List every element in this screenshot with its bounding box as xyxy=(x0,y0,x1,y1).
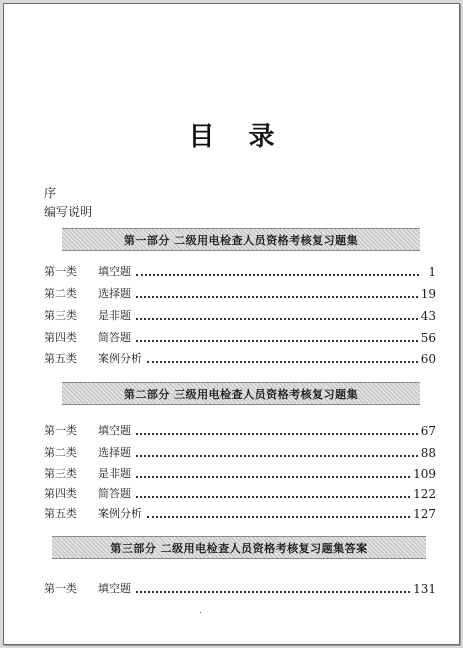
leader-dots xyxy=(136,296,418,298)
toc-entry[interactable] xyxy=(44,422,436,438)
leader-dots xyxy=(136,496,410,498)
editorial-note-link[interactable]: 编写说明 xyxy=(44,205,93,219)
toc-page-number: 60 xyxy=(420,352,436,366)
leader-dots xyxy=(147,516,410,518)
toc-entry[interactable] xyxy=(44,485,436,501)
toc-page-number: 43 xyxy=(420,309,436,323)
toc-title: 案例分析 xyxy=(98,352,142,365)
toc-category: 第一类 xyxy=(44,265,77,278)
section-heading-2[interactable]: 第二部分 三级用电检查人员资格考核复习题集 xyxy=(62,382,420,405)
toc-category: 第一类 xyxy=(44,424,77,437)
toc-title: 填空题 xyxy=(98,582,131,595)
leader-dots xyxy=(136,274,419,276)
toc-entry[interactable] xyxy=(44,285,436,301)
toc-title: 简答题 xyxy=(98,331,131,344)
toc-category: 第四类 xyxy=(44,487,77,500)
toc-title: 是非题 xyxy=(98,309,131,322)
leader-dots xyxy=(136,340,418,342)
toc-title: 简答题 xyxy=(98,487,131,500)
toc-title: 选择题 xyxy=(98,287,131,300)
toc-entry[interactable] xyxy=(44,580,436,596)
toc-entry[interactable] xyxy=(44,505,436,521)
toc-page-number: 109 xyxy=(413,467,436,481)
toc-category: 第二类 xyxy=(44,446,77,459)
toc-title: 填空题 xyxy=(98,424,131,437)
leader-dots xyxy=(136,455,418,457)
toc-title: 是非题 xyxy=(98,467,131,480)
page-title-char-1: 目 xyxy=(188,122,215,152)
toc-entry[interactable] xyxy=(44,444,436,460)
page-title-char-2: 录 xyxy=(248,122,275,152)
toc-page-number: 19 xyxy=(420,287,436,301)
toc-page-number: 127 xyxy=(413,507,436,521)
page-title xyxy=(4,116,459,153)
leader-dots xyxy=(147,361,418,363)
toc-category: 第二类 xyxy=(44,287,77,300)
toc-page-number: 1 xyxy=(428,265,436,279)
toc-entry[interactable] xyxy=(44,350,436,366)
toc-title: 选择题 xyxy=(98,446,131,459)
toc-category: 第三类 xyxy=(44,309,77,322)
toc-entry[interactable] xyxy=(44,263,436,279)
toc-category: 第一类 xyxy=(44,582,77,595)
toc-page-number: 67 xyxy=(420,424,436,438)
toc-category: 第三类 xyxy=(44,467,77,480)
toc-category: 第四类 xyxy=(44,331,77,344)
section-heading-3[interactable]: 第三部分 二级用电检查人员资格考核复习题集答案 xyxy=(52,536,426,559)
toc-page-number: 88 xyxy=(420,446,436,460)
toc-entry[interactable] xyxy=(44,307,436,323)
toc-entry[interactable] xyxy=(44,465,436,481)
leader-dots xyxy=(136,318,418,320)
toc-category: 第五类 xyxy=(44,507,77,520)
document-page xyxy=(3,3,460,645)
leader-dots xyxy=(136,476,410,478)
leader-dots xyxy=(136,433,418,435)
section-heading-1[interactable]: 第一部分 二级用电检查人员资格考核复习题集 xyxy=(62,228,420,251)
toc-title: 填空题 xyxy=(98,265,131,278)
toc-page-number: 131 xyxy=(413,582,436,596)
preface-link[interactable]: 序 xyxy=(44,186,57,200)
toc-title: 案例分析 xyxy=(98,507,142,520)
toc-category: 第五类 xyxy=(44,352,77,365)
toc-page-number: 122 xyxy=(413,487,436,501)
scan-speck xyxy=(200,612,201,613)
leader-dots xyxy=(136,591,410,593)
toc-entry[interactable] xyxy=(44,329,436,345)
toc-page-number: 56 xyxy=(420,331,436,345)
